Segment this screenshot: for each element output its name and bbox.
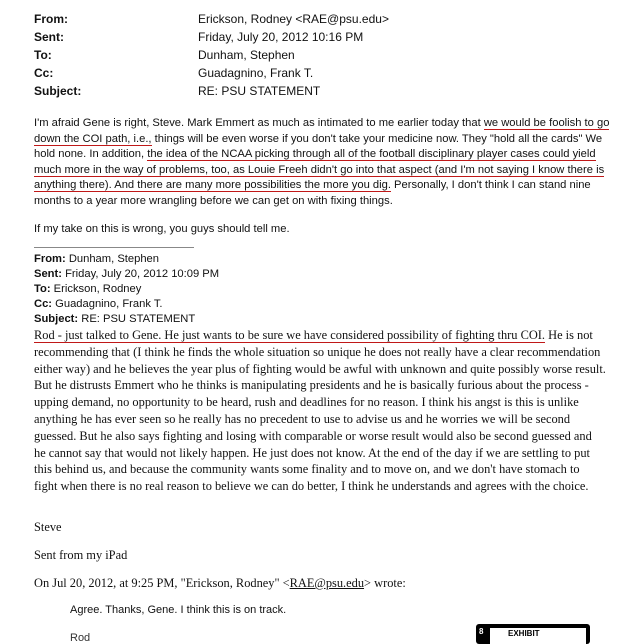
message-2-paragraph xyxy=(34,327,606,495)
message-1-paragraph-1 xyxy=(34,116,610,210)
from-label: From: xyxy=(34,12,68,26)
fwd-sent-row xyxy=(34,267,219,282)
message-body-1 xyxy=(34,116,610,237)
text-segment: On Jul 20, 2012, at 9:25 PM, "Erickson, Rodney" < xyxy=(34,576,290,590)
fwd-cc-value: Guadagnino, Frank T. xyxy=(55,298,163,310)
fwd-to-label: To: xyxy=(34,283,51,295)
cc-value: Guadagnino, Frank T. xyxy=(198,66,314,80)
fwd-from-label: From: xyxy=(34,253,66,265)
fwd-from-row xyxy=(34,252,219,267)
message-body-2 xyxy=(34,327,606,495)
email-link[interactable]: RAE@psu.edu xyxy=(289,576,365,590)
text-segment: He is not recommending that (I think he finds the whole situation so unique he does not really have a clear recommendation either way) and he believes the year plus of fighting would be awful with unknown and quite possibly worse result. But he distrusts Emmert who he thinks is manipulating presidents and he is basically furious about the process - upping demand, no opportunity to be heard, rush and deadlines for no reason. I think his angst is this is unlike anything he has ever seen so he really has no precedent to use to advise us and he worries we will be second guessed. But he also says fighting and losing with comparable or worse result would also be second guessed and he cannot say that would not likely happen. He just does not know. At the end of the day if we are settling to put this behind us, and because the community wants some finality and to move on, and we don't have stomach to fight when there is no real reason to believe we can do better, I think he understands and agrees with the choice. xyxy=(34,328,606,494)
subject-value: RE: PSU STATEMENT xyxy=(198,84,321,98)
fwd-subject-row xyxy=(34,312,219,327)
exhibit-label: EXHIBIT xyxy=(490,628,586,644)
fwd-to-row xyxy=(34,282,219,297)
sent-from-line: Sent from my iPad xyxy=(34,548,128,562)
header-cc-row xyxy=(34,64,389,82)
quoted-intro-line xyxy=(34,576,406,591)
underlined-text: the idea of the NCAA picking through all of the football disciplinary player cases could yield much more in the way of problems, too, as Louie Freeh didn't go into that aspect (and I'm not saying I know there is anything there). And there are many more possibilities the more you dig. xyxy=(34,148,605,192)
fwd-to-value: Erickson, Rodney xyxy=(53,283,142,295)
cc-label: Cc: xyxy=(34,66,54,80)
to-label: To: xyxy=(34,48,52,62)
exhibit-stamp xyxy=(476,624,590,644)
text-segment: I'm afraid Gene is right, Steve. Mark Emmert as much as intimated to me earlier today that xyxy=(34,117,484,129)
fwd-cc-row xyxy=(34,297,219,312)
header-to-row xyxy=(34,46,389,64)
sent-value: Friday, July 20, 2012 10:16 PM xyxy=(198,30,364,44)
fwd-subject-label: Subject: xyxy=(34,313,79,325)
fwd-subject-value: RE: PSU STATEMENT xyxy=(81,313,196,325)
to-value: Dunham, Stephen xyxy=(198,48,295,62)
exhibit-number: 8 xyxy=(479,627,484,636)
subject-label: Subject: xyxy=(34,84,82,98)
divider xyxy=(34,247,194,248)
fwd-sent-label: Sent: xyxy=(34,268,62,280)
forwarded-header xyxy=(34,247,219,327)
message-1-paragraph-2: If my take on this is wrong, you guys should tell me. xyxy=(34,222,290,235)
signoff-name: Steve xyxy=(34,520,62,534)
from-value: Erickson, Rodney <RAE@psu.edu> xyxy=(198,12,389,26)
header-subject-row xyxy=(34,82,389,100)
header-sent-row xyxy=(34,28,389,46)
email-header xyxy=(34,10,389,100)
quoted-signature: Rod xyxy=(70,632,91,644)
text-segment: > wrote: xyxy=(364,576,406,590)
fwd-sent-value: Friday, July 20, 2012 10:09 PM xyxy=(65,268,220,280)
text-segment: things will be even worse if you don't take your medicine now. They "hold all the cards" We hold none. In addition, xyxy=(34,132,603,161)
quoted-text: Agree. Thanks, Gene. I think this is on track. xyxy=(70,604,287,616)
fwd-cc-label: Cc: xyxy=(34,298,53,310)
text-segment: Personally, I don't think I can stand nine months to a year more wrangling before we can get on with fixing things. xyxy=(34,179,591,207)
header-from-row xyxy=(34,10,389,28)
sent-label: Sent: xyxy=(34,30,64,44)
underlined-text: we would be foolish to go down the COI path, i.e., xyxy=(34,117,610,145)
fwd-from-value: Dunham, Stephen xyxy=(68,253,159,265)
underlined-text: Rod - just talked to Gene. He just wants to be sure we have considered possibility of fighting thru COI. xyxy=(34,328,546,342)
